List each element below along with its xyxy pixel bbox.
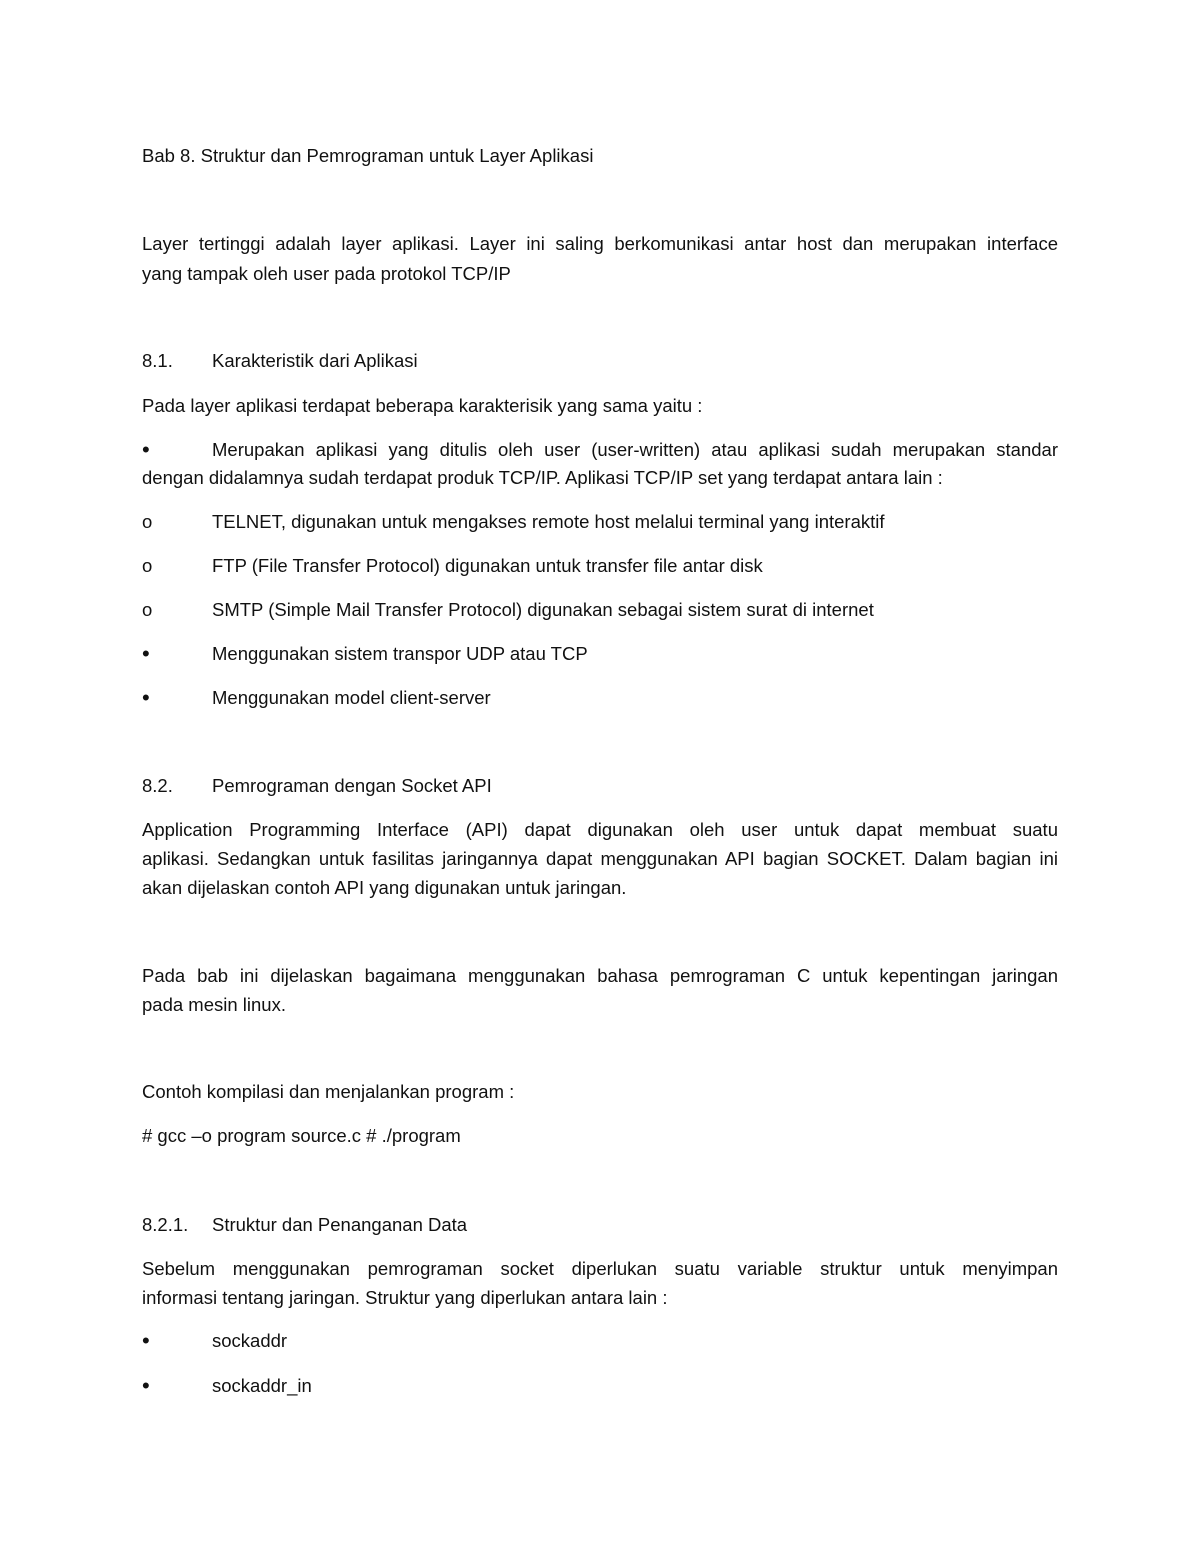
compile-lead: Contoh kompilasi dan menjalankan program : [142, 1081, 515, 1102]
section-8-1-lead: Pada layer aplikasi terdapat beberapa karakterisik yang sama yaitu : [142, 395, 703, 416]
section-8-2-para-1-line-2: aplikasi. Sedangkan untuk fasilitas jaringannya dapat menggunakan API bagian SOCKET. Dalam bagian ini [142, 848, 1058, 869]
section-8-2-para-2-line-2: pada mesin linux. [142, 994, 286, 1015]
document-title: Bab 8. Struktur dan Pemrograman untuk Layer Aplikasi [142, 145, 594, 166]
section-8-2-1-number: 8.2.1. [142, 1214, 189, 1235]
bullet-1-line-2: dengan didalamnya sudah terdapat produk TCP/IP. Aplikasi TCP/IP set yang terdapat antara lain : [142, 467, 943, 488]
section-8-2-para-2-line-1: Pada bab ini dijelaskan bagaimana menggunakan bahasa pemrograman C untuk kepentingan jaringan [142, 965, 1058, 986]
struct-item-sockaddr-in: sockaddr_in [212, 1375, 312, 1396]
section-8-2-heading: Pemrograman dengan Socket API [212, 775, 492, 796]
bullet-marker: • [142, 685, 150, 710]
section-8-2-1-para-line-2: informasi tentang jaringan. Struktur yang diperlukan antara lain : [142, 1287, 668, 1308]
section-8-2-para-1-line-3: akan dijelaskan contoh API yang digunakan untuk jaringan. [142, 877, 627, 898]
sub-item-telnet: TELNET, digunakan untuk mengakses remote host melalui terminal yang interaktif [212, 511, 885, 532]
struct-item-sockaddr: sockaddr [212, 1330, 288, 1351]
section-8-2-para-1-line-1: Application Programming Interface (API) dapat digunakan oleh user untuk dapat membuat suatu [142, 819, 1058, 840]
section-8-2-1-heading: Struktur dan Penanganan Data [212, 1214, 468, 1235]
section-8-1-number: 8.1. [142, 350, 173, 371]
intro-line-2: yang tampak oleh user pada protokol TCP/IP [142, 263, 511, 284]
bullet-marker: • [142, 641, 150, 666]
section-8-1-heading: Karakteristik dari Aplikasi [212, 350, 418, 371]
bullet-1-line-1: Merupakan aplikasi yang ditulis oleh user (user-written) atau aplikasi sudah merupakan standar [212, 439, 1058, 460]
intro-line-1: Layer tertinggi adalah layer aplikasi. Layer ini saling berkomunikasi antar host dan merupakan interface [142, 233, 1058, 254]
sub-item-smtp: SMTP (Simple Mail Transfer Protocol) digunakan sebagai sistem surat di internet [212, 599, 874, 620]
section-8-2-1-para-line-1: Sebelum menggunakan pemrograman socket diperlukan suatu variable struktur untuk menyimpan [142, 1258, 1058, 1279]
sub-item-ftp: FTP (File Transfer Protocol) digunakan untuk transfer file antar disk [212, 555, 763, 576]
bullet-marker: • [142, 1328, 150, 1353]
bullet-marker: • [142, 437, 150, 462]
bullet-2: Menggunakan sistem transpor UDP atau TCP [212, 643, 588, 664]
bullet-marker: • [142, 1373, 150, 1398]
sub-marker: o [142, 511, 153, 532]
sub-marker: o [142, 555, 153, 576]
sub-marker: o [142, 599, 153, 620]
section-8-2-number: 8.2. [142, 775, 173, 796]
compile-command: # gcc –o program source.c # ./program [142, 1125, 461, 1146]
bullet-3: Menggunakan model client-server [212, 687, 491, 708]
